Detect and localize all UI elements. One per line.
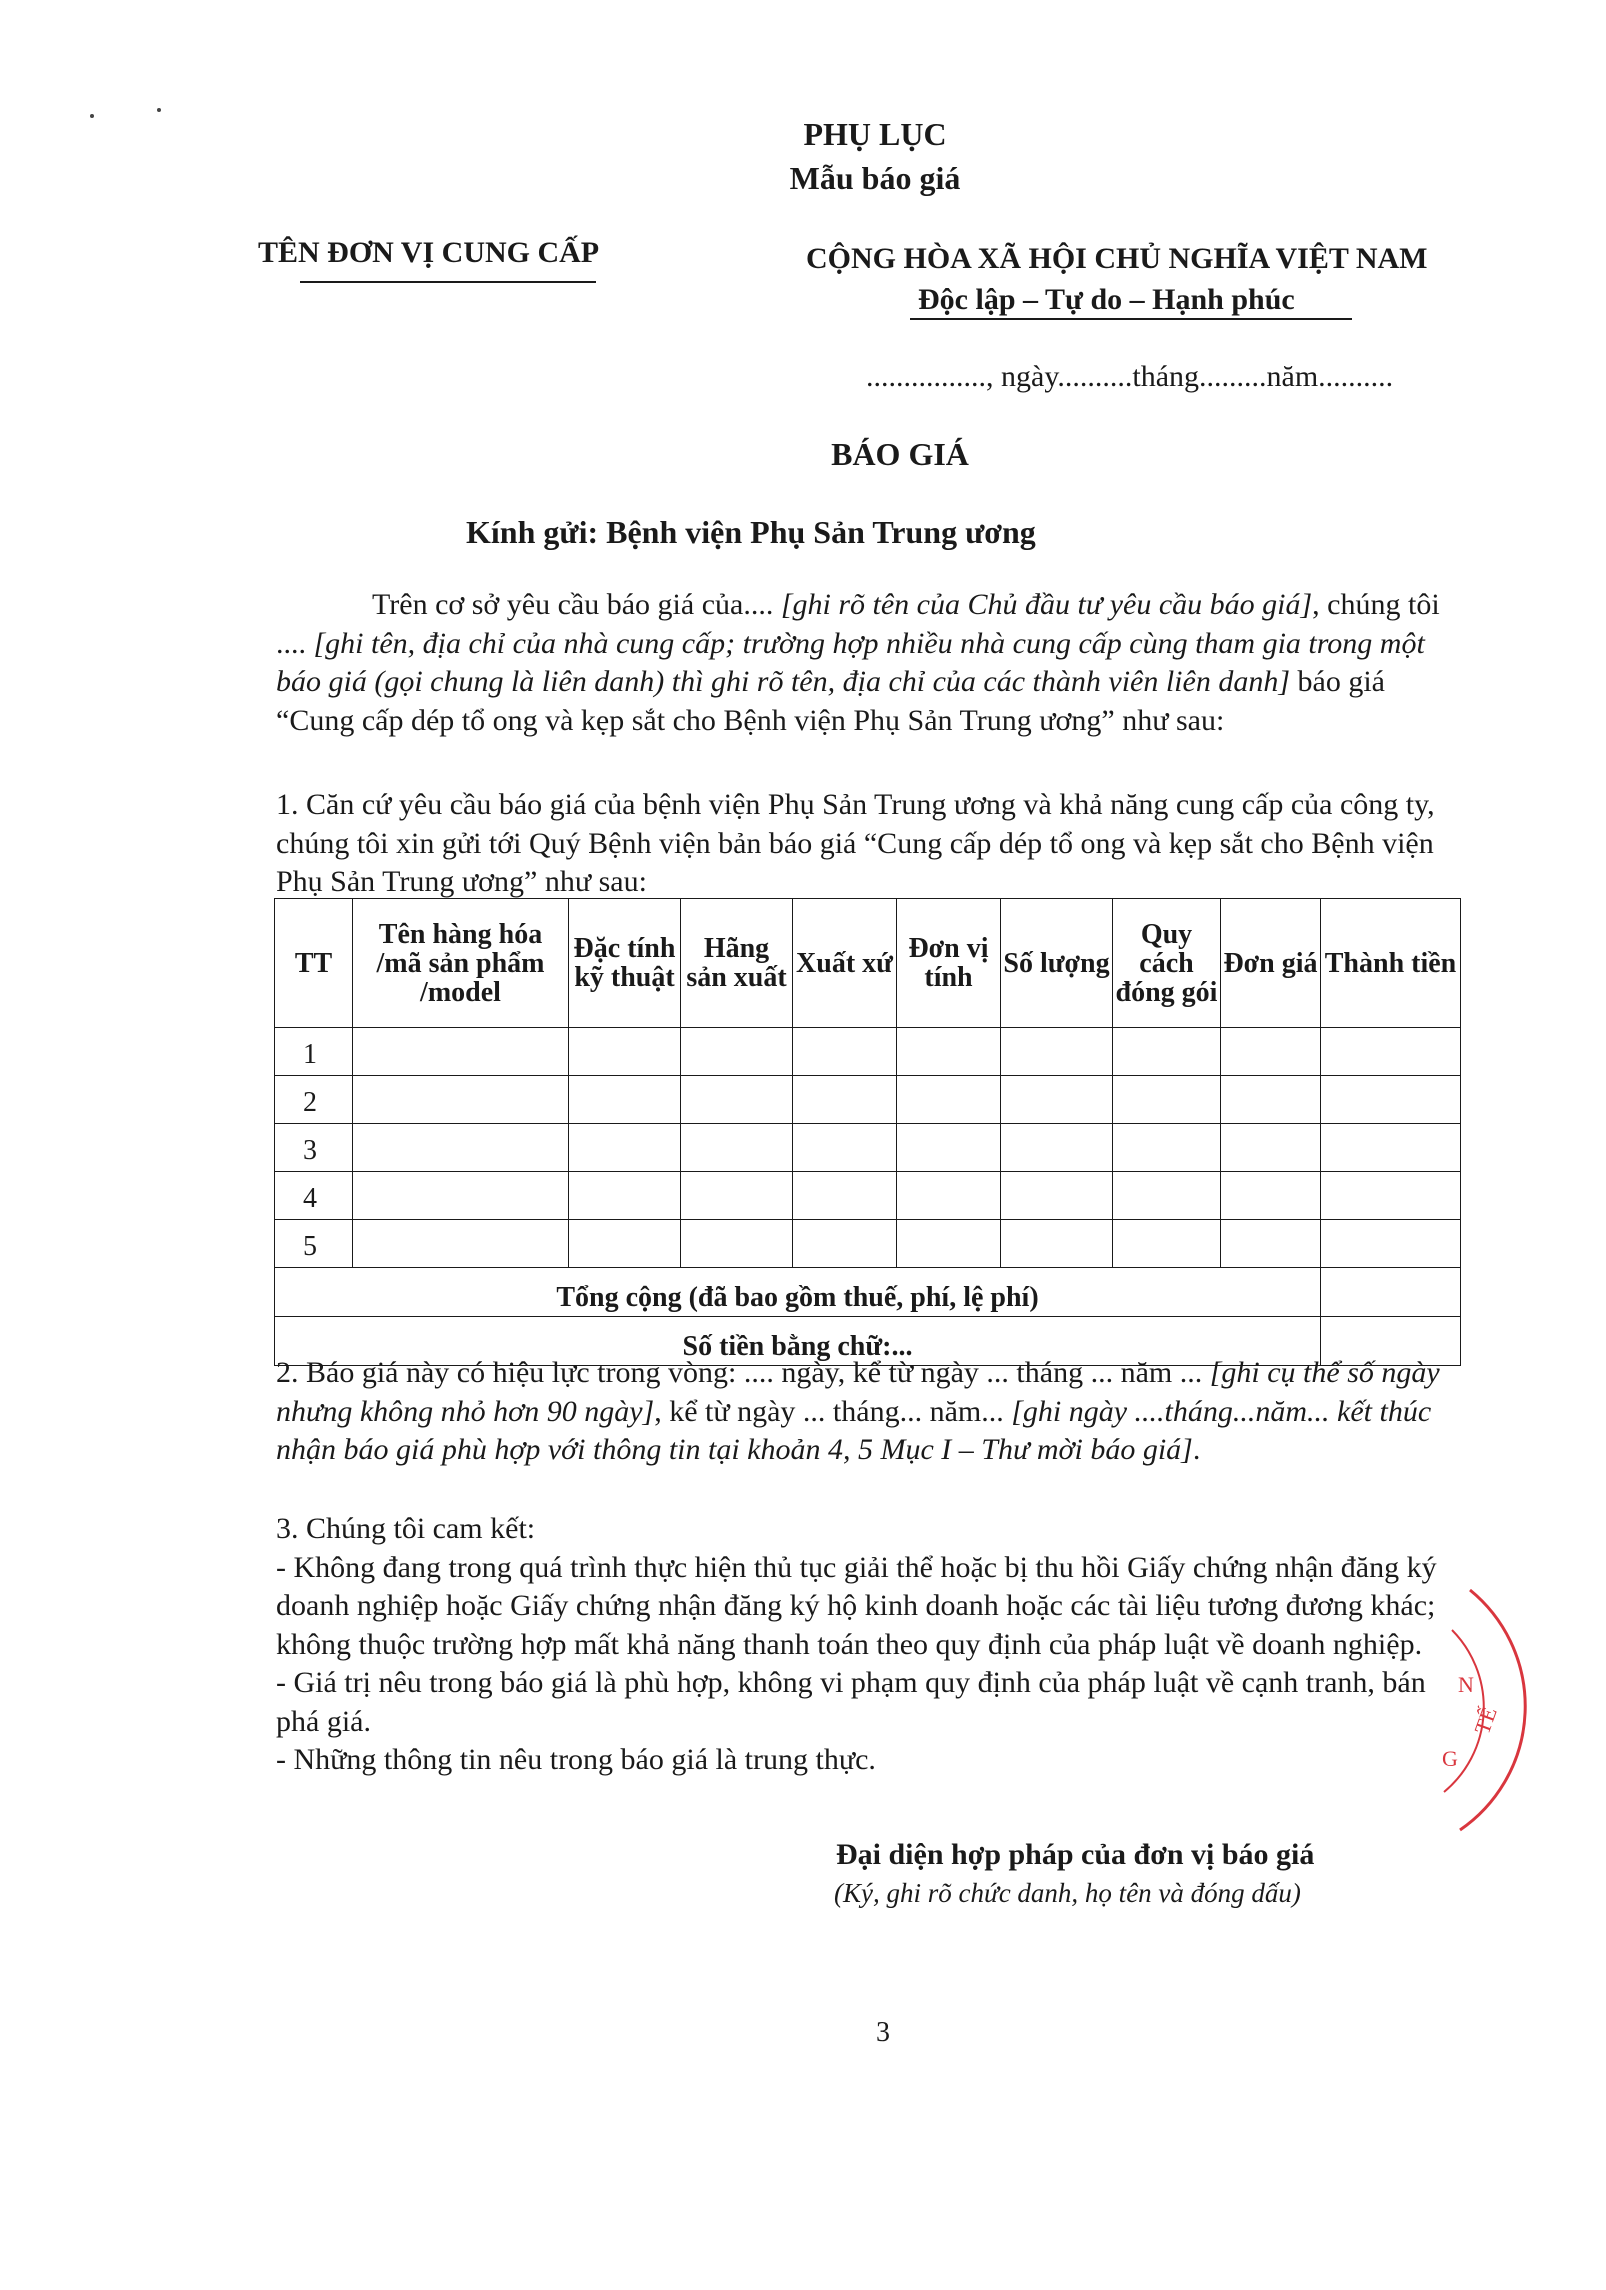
appendix-heading: PHỤ LỤC <box>803 116 947 152</box>
intro-placeholder: [ghi tên, địa chỉ của nhà cung cấp; trường hợp nhiều nhà cung cấp cùng tham gia trong một báo giá (gọi chung là liên danh) thì ghi rõ tên, địa chỉ của các thành viên liên danh] <box>276 626 1425 698</box>
table-cell <box>897 1172 1001 1220</box>
form-title: Mẫu báo giá <box>789 160 961 196</box>
table-cell <box>1321 1172 1461 1220</box>
item-2-text: 2. Báo giá này có hiệu lực trong vòng: .... ngày, kể từ ngày ... tháng ... năm ... <box>276 1356 1210 1389</box>
table-cell <box>569 1076 681 1124</box>
table-cell <box>897 1076 1001 1124</box>
table-cell <box>1113 1076 1221 1124</box>
recipient-line: Kính gửi: Bệnh viện Phụ Sản Trung ương <box>466 514 1036 550</box>
scan-mark <box>157 108 161 112</box>
table-cell <box>681 1028 793 1076</box>
total-row <box>275 1268 1461 1317</box>
table-cell <box>681 1172 793 1220</box>
item-2-placeholder: [ghi cụ thể số ngày nhưng không nhỏ hơn 90 ngày] <box>276 1356 1440 1428</box>
table-cell <box>897 1028 1001 1076</box>
stamp-letter: G <box>1442 1746 1458 1771</box>
table-row <box>275 1172 1461 1220</box>
table-cell <box>353 1172 569 1220</box>
table-cell <box>1113 1028 1221 1076</box>
item-3-section <box>276 1510 1466 1780</box>
table-cell <box>1321 1028 1461 1076</box>
table-cell <box>1221 1076 1321 1124</box>
column-header: Xuất xứ <box>793 899 897 1028</box>
table-cell <box>793 1124 897 1172</box>
column-header: TT <box>275 899 353 1028</box>
table-cell <box>1321 1076 1461 1124</box>
table-cell <box>1001 1172 1113 1220</box>
column-header: Đơn giá <box>1221 899 1321 1028</box>
page-number: 3 <box>876 2017 890 2048</box>
supplier-underline <box>300 281 596 283</box>
table-cell <box>1321 1220 1461 1268</box>
row-number: 4 <box>275 1172 353 1220</box>
table-cell <box>1001 1220 1113 1268</box>
row-number: 5 <box>275 1220 353 1268</box>
table-cell <box>353 1220 569 1268</box>
table-cell <box>353 1028 569 1076</box>
signature-note: (Ký, ghi rõ chức danh, họ tên và đóng dấu) <box>834 1878 1301 1908</box>
amount-in-words-label: Số tiền bằng chữ:... <box>275 1317 1321 1366</box>
column-header: Số lượng <box>1001 899 1113 1028</box>
intro-placeholder: [ghi rõ tên của Chủ đầu tư yêu cầu báo giá] <box>780 588 1313 621</box>
commitment-2: - Giá trị nêu trong báo giá là phù hợp, không vi phạm quy định của pháp luật về cạnh tranh, bán phá giá. <box>276 1666 1426 1738</box>
table-cell <box>1221 1172 1321 1220</box>
table-cell <box>1221 1028 1321 1076</box>
nation-title: CỘNG HÒA XÃ HỘI CHỦ NGHĨA VIỆT NAM <box>806 242 1428 275</box>
table-cell <box>793 1076 897 1124</box>
table-cell <box>1221 1124 1321 1172</box>
total-value-cell <box>1321 1268 1461 1317</box>
item-2-placeholder: [ghi ngày ....tháng...năm... kết thúc nhận báo giá phù hợp với thông tin tại khoản 4, 5 Mục I – Thư mời báo giá] <box>276 1394 1432 1466</box>
stamp-letter: TẾ <box>1469 1703 1502 1738</box>
table-cell <box>1221 1220 1321 1268</box>
table-cell <box>681 1124 793 1172</box>
column-header: Hãng sản xuất <box>681 899 793 1028</box>
table-cell <box>1321 1124 1461 1172</box>
column-header: Đặc tính kỹ thuật <box>569 899 681 1028</box>
table-cell <box>1113 1172 1221 1220</box>
total-label: Tổng cộng (đã bao gồm thuế, phí, lệ phí) <box>275 1268 1321 1317</box>
column-header: Quy cách đóng gói <box>1113 899 1221 1028</box>
document-title: BÁO GIÁ <box>831 436 969 472</box>
table-cell <box>897 1220 1001 1268</box>
motto-underline <box>910 318 1352 320</box>
table-cell <box>793 1172 897 1220</box>
table-cell <box>1001 1124 1113 1172</box>
row-number: 2 <box>275 1076 353 1124</box>
table-cell <box>569 1220 681 1268</box>
date-line: ................, ngày..........tháng.........năm.......... <box>866 360 1394 393</box>
table-cell <box>1001 1028 1113 1076</box>
red-stamp <box>1400 1560 1606 1865</box>
table-cell <box>569 1028 681 1076</box>
quote-table <box>274 898 1461 1366</box>
column-header: Đơn vị tính <box>897 899 1001 1028</box>
column-header: Tên hàng hóa /mã sản phẩm /model <box>353 899 569 1028</box>
column-header: Thành tiền <box>1321 899 1461 1028</box>
stamp-letter: N <box>1458 1672 1474 1697</box>
commitment-3: - Những thông tin nêu trong báo giá là trung thực. <box>276 1743 876 1776</box>
item-2-paragraph <box>276 1354 1466 1470</box>
nation-motto: Độc lập – Tự do – Hạnh phúc <box>918 283 1295 316</box>
intro-text: , chúng tôi .... <box>276 588 1440 660</box>
intro-text: báo giá “Cung cấp dép tổ ong và kẹp sắt cho Bệnh viện Phụ Sản Trung ương” như sau: <box>276 665 1385 737</box>
table-cell <box>793 1220 897 1268</box>
intro-text: Trên cơ sở yêu cầu báo giá của.... <box>372 588 774 621</box>
table-cell <box>569 1124 681 1172</box>
table-row <box>275 1124 1461 1172</box>
row-number: 3 <box>275 1124 353 1172</box>
table-cell <box>1001 1076 1113 1124</box>
item-2-text: , kể từ ngày ... tháng... năm... <box>654 1394 1012 1428</box>
signature-title: Đại diện hợp pháp của đơn vị báo giá <box>836 1838 1315 1871</box>
item-1-paragraph: 1. Căn cứ yêu cầu báo giá của bệnh viện Phụ Sản Trung ương và khả năng cung cấp của công ty, chúng tôi xin gửi tới Quý Bệnh viện bản báo giá “Cung cấp dép tổ ong và kẹp sắt cho Bệnh viện Phụ Sản Trung ương” như sau: <box>276 788 1435 898</box>
table-cell <box>681 1076 793 1124</box>
table-row <box>275 1220 1461 1268</box>
table-cell <box>793 1028 897 1076</box>
table-cell <box>353 1076 569 1124</box>
table-row <box>275 1028 1461 1076</box>
commitment-1: - Không đang trong quá trình thực hiện thủ tục giải thể hoặc bị thu hồi Giấy chứng nhận đăng ký doanh nghiệp hoặc Giấy chứng nhận đăng ký hộ kinh doanh hoặc các tài liệu tương đương khác; không thuộc trường hợp mất khả năng thanh toán theo quy định của pháp luật về doanh nghiệp. <box>276 1550 1437 1661</box>
table-row <box>275 1076 1461 1124</box>
table-cell <box>897 1124 1001 1172</box>
item-2-text: . <box>1192 1433 1201 1466</box>
row-number: 1 <box>275 1028 353 1076</box>
table-cell <box>1113 1220 1221 1268</box>
table-header-row <box>275 899 1461 1028</box>
supplier-name: TÊN ĐƠN VỊ CUNG CẤP <box>258 236 600 269</box>
table-cell <box>353 1124 569 1172</box>
intro-paragraph <box>276 586 1466 740</box>
table-cell <box>569 1172 681 1220</box>
table-cell <box>1113 1124 1221 1172</box>
item-3-title: 3. Chúng tôi cam kết: <box>276 1512 536 1545</box>
table-cell <box>681 1220 793 1268</box>
